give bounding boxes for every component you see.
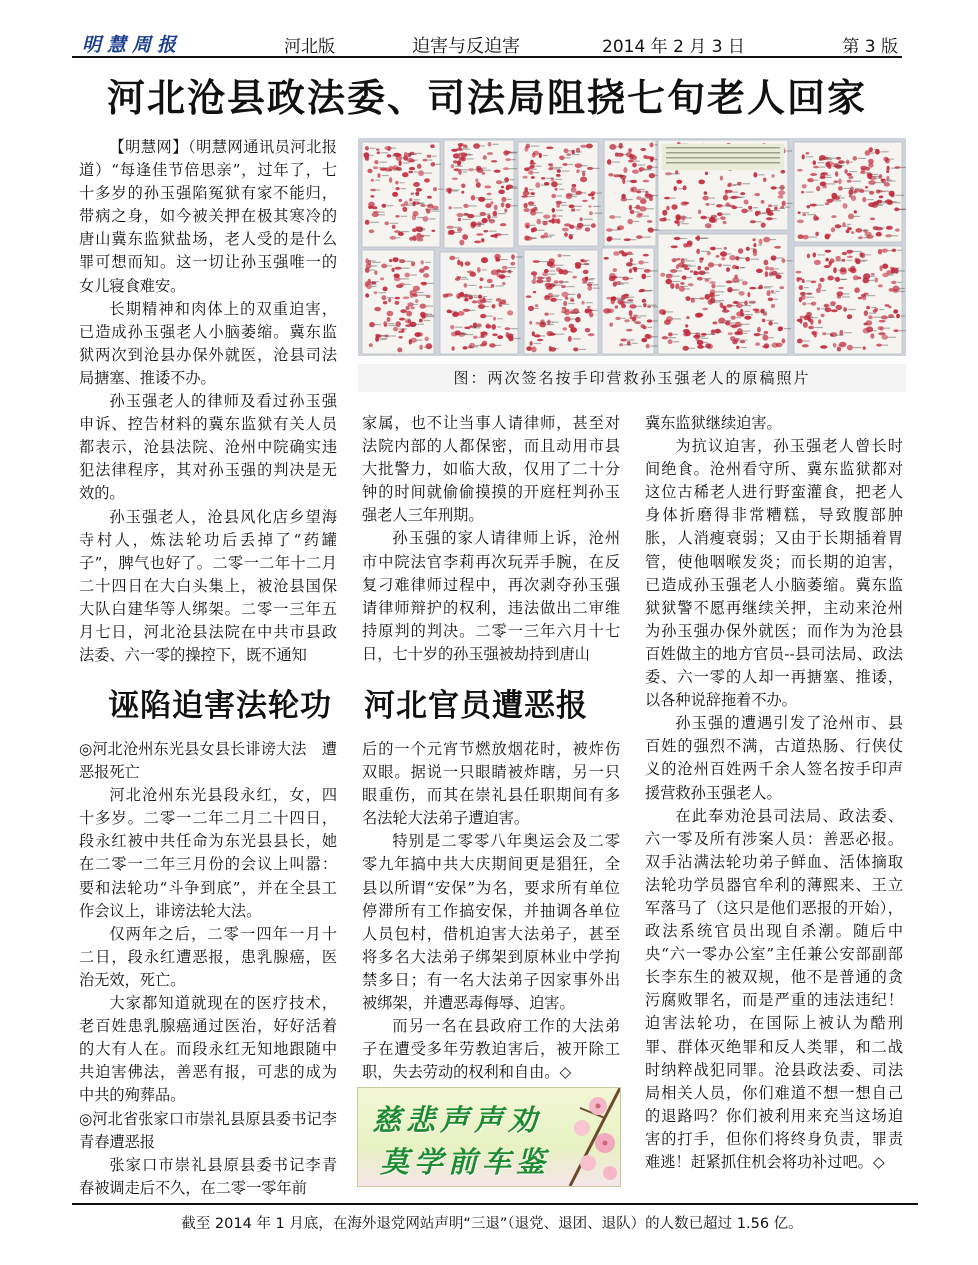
footer-rule xyxy=(72,1203,918,1205)
slogan-banner xyxy=(357,1087,621,1187)
paragraph: 家属，也不让当事人请律师，甚至对法院内部的人都保密，而且动用市县大批警力，如临大敌，仅用了二十分钟的时间就偷偷摸摸的开庭枉判孙玉强老人三年刑期。 xyxy=(362,414,620,525)
paragraph: 为抗议迫害，孙玉强老人曾长时间绝食。沧州看守所、冀东监狱都对这位古稀老人进行野蛮灌食，把老人身体折磨得非常糟糕，导致腹部肿胀，人消瘦衰弱；又由于长期插着胃管，使他咽喉发炎；而长期的迫害，已造成孙玉强老人小脑萎缩。冀东监狱狱警不愿再继续关押，主动来沧州为孙玉强办保外就医；而作为为沧县百姓做主的地方官员--县司法局、政法委、六一零的人却一再搪塞、推诿，以各种说辞拖着不办。 xyxy=(645,437,903,710)
article-column-right xyxy=(645,412,903,1174)
section-label: 迫害与反迫害 xyxy=(412,36,520,57)
paragraph: 在此奉劝沧县司法局、政法委、六一零及所有涉案人员：善恶必报。双手沾满法轮功弟子鲜血、活体摘取法轮功学员器官牟利的薄熙来、王立军落马了（这只是他们恶报的开始），政法系统官员出现自杀潮。随后中央“六一零办公室”主任兼公安部副部长李东生的被双规，他不是普通的贪污腐败罪名，而是严重的违法违纪！迫害法轮功，在国际上被认为酷刑罪、群体灭绝罪和反人类罪，和二战时纳粹战犯同罪。沧县政法委、司法局相关人员，你们难道不想一想自己的退路吗？你们被利用来充当这场迫害的打手，但你们将终身负责，罪责难逃！赶紧抓住机会将功补过吧。◇ xyxy=(645,806,903,1171)
paragraph: 大家都知道就现在的医疗技术，老百姓患乳腺癌通过医治，好好活着的大有人在。而段永红无知地跟随中共迫害佛法，善恶有报，可悲的成为中共的殉葬品。 xyxy=(79,994,337,1105)
page-header xyxy=(72,0,902,58)
paragraph: 而另一名在县政府工作的大法弟子在遭受多年劳教迫害后，被开除工职，失去劳动的权利和自由。◇ xyxy=(362,1017,620,1082)
paragraph: 孙玉强的家人请律师上诉，沧州市中院法官李莉再次玩弄手腕，在反复刁难律师过程中，再次剥夺孙玉强请律师辩护的权利，违法做出二审维持原判的判决。二零一三年六月十七日，七十岁的孙玉强被劫持到唐山 xyxy=(362,529,620,663)
section-headline: 诬陷迫害法轮功 河北官员遭恶报 xyxy=(108,688,588,724)
lower-column-middle xyxy=(362,738,620,1084)
brand-name: 明慧周报 xyxy=(82,34,183,56)
paragraph: 冀东监狱继续迫害。 xyxy=(645,414,782,432)
fingerprint-petition-image xyxy=(358,138,906,356)
paragraph: 长期精神和肉体上的双重迫害，已造成孙玉强老人小脑萎缩。冀东监狱两次到沧县办保外就医，沧县司法局搪塞、推诿不办。 xyxy=(79,299,337,387)
paragraph: 特别是二零零八年奥运会及二零零九年搞中共大庆期间更是猖狂，全县以所谓“安保”为名，要求所有单位停滞所有工作搞安保，并抽调各单位人员包村，借机迫害大法弟子，甚至将多名大法弟子绑架到原林业中学拘禁多日；有一名大法弟子因家事外出被绑架，并遭恶毒侮辱、迫害。 xyxy=(362,832,620,1013)
slogan-line-2: 莫学前车鉴 xyxy=(380,1145,551,1179)
paragraph: 后的一个元宵节燃放烟花时，被炸伤双眼。据说一只眼睛被炸瞎，另一只眼重伤，而其在崇礼县任职期间有多名法轮大法弟子遭迫害。 xyxy=(362,740,620,828)
subheading: ◎河北省张家口市崇礼县原县委书记李青春遭恶报 xyxy=(79,1109,337,1151)
paragraph: 仅两年之后，二零一四年一月十二日，段永红遭恶报，患乳腺癌，医治无效，死亡。 xyxy=(79,924,337,989)
footer-note: 截至 2014 年 1 月底，在海外退党网站声明“三退”（退党、退团、退队）的人数已超过 1.56 亿。 xyxy=(181,1216,803,1232)
page-number: 第 3 版 xyxy=(842,37,898,57)
subheading: ◎河北沧州东光县女县长诽谤大法 遭恶报死亡 xyxy=(79,740,337,782)
paragraph: 张家口市崇礼县原县委书记李青春被调走后不久，在二零一零年前 xyxy=(79,1155,337,1197)
photo-caption: 图：两次签名按手印营救孙玉强老人的原稿照片 xyxy=(358,364,906,392)
peach-blossom-icon xyxy=(550,1088,620,1186)
main-headline: 河北沧县政法委、司法局阻挠七旬老人回家 xyxy=(106,75,867,120)
paragraph: 【明慧网】（明慧网通讯员河北报道）“每逢佳节倍思亲”，过年了，七十多岁的孙玉强陷冤狱有家不能归，带病之身，如今被关押在极其寒冷的唐山冀东监狱盐场，老人受的是什么罪可想而知。这一切让孙玉强唯一的女儿寝食难安。 xyxy=(79,138,337,295)
paragraph: 孙玉强老人，沧县风化店乡望海寺村人，炼法轮功后丢掉了“药罐子”，脾气也好了。二零一二年十二月二十四日在大白头集上，被沧县国保大队白建华等人绑架。二零一三年五月七日，河北沧县法院在中共市县政法委、六一零的操控下，既不通知 xyxy=(79,507,337,665)
paragraph: 孙玉强老人的律师及看过孙玉强申诉、控告材料的冀东监狱有关人员都表示，沧县法院、沧州中院确实违犯法律程序，其对孙玉强的判决是无效的。 xyxy=(79,392,337,503)
edition-label: 河北版 xyxy=(284,37,335,57)
petition-photo xyxy=(358,138,906,356)
paragraph: 河北沧州东光县段永红，女，四十多岁。二零一二年二月二十四日，段永红被中共任命为东光县县长，她在二零一二年三月份的会议上叫嚣：要和法轮功“斗争到底”，并在全县工作会议上，诽谤法轮大法。 xyxy=(79,786,337,920)
paragraph: 孙玉强的遭遇引发了沧州市、县百姓的强烈不满，古道热肠、行侠仗义的沧州百姓两千余人签名按手印声援营救孙玉强老人。 xyxy=(645,714,903,802)
header-rule xyxy=(72,56,902,58)
issue-date: 2014 年 2 月 3 日 xyxy=(602,37,745,57)
lower-column-left xyxy=(79,738,337,1200)
article-column-middle xyxy=(362,412,620,666)
slogan-line-1: 慈悲声声劝 xyxy=(372,1103,543,1137)
article-column-left xyxy=(79,136,337,667)
